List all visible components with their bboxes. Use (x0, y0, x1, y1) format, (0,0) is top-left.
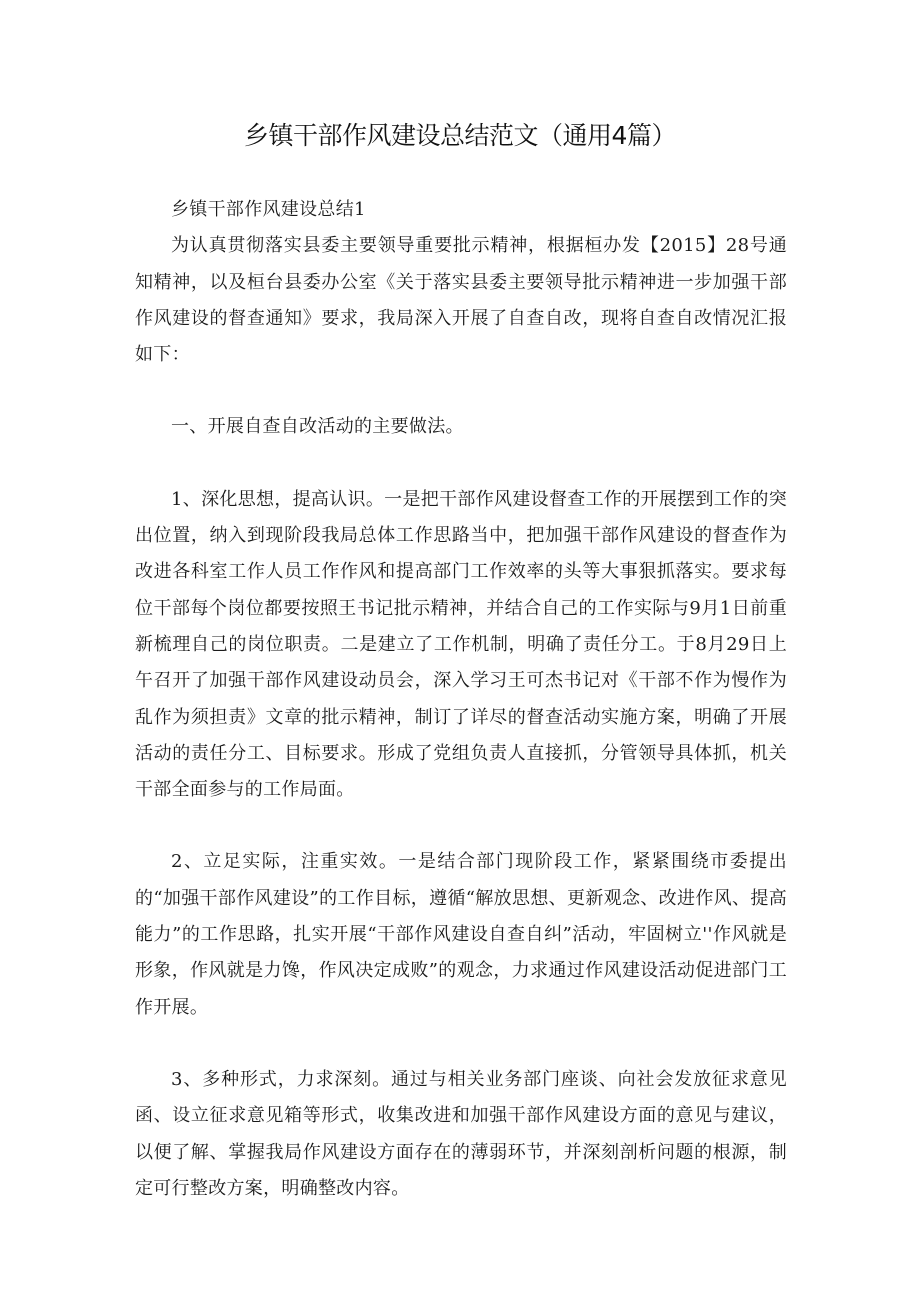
body-paragraph-1: 1、深化思想，提高认识。一是把干部作风建设督查工作的开展摆到工作的突出位置，纳入到现阶段我局总体工作思路当中，把加强干部作风建设的督查作为改进各科室工作人员工作作风和提高部门工作效率的头等大事狠抓落实。要求每位干部每个岗位都要按照王书记批示精神，并结合自己的工作实际与9月1日前重新梳理自己的岗位职责。二是建立了工作机制，明确了责任分工。于8月29日上午召开了加强干部作风建设动员会，深入学习王可杰书记对《干部不作为慢作为乱作为须担责》文章的批示精神，制订了详尽的督查活动实施方案，明确了开展活动的责任分工、目标要求。形成了党组负责人直接抓，分管领导具体抓，机关干部全面参与的工作局面。 (135, 488, 787, 801)
body-paragraph-2: 2、立足实际，注重实效。一是结合部门现阶段工作，紧紧围绕市委提出的“加强干部作风建设”的工作目标，遵循“解放思想、更新观念、改进作风、提高能力”的工作思路，扎实开展“干部作风建设自查自纠”活动，牢固树立''作风就是形象，作风就是力馋，作风决定成败”的观念，力求通过作风建设活动促进部门工作开展。 (135, 851, 787, 1018)
body-paragraph-3: 3、多种形式，力求深刻。通过与相关业务部门座谈、向社会发放征求意见函、设立征求意见箱等形式，收集改进和加强干部作风建设方面的意见与建议，以便了解、掌握我局作风建设方面存在的薄弱环节，并深刻剖析问题的根源，制定可行整改方案，明确整改内容。 (135, 1068, 787, 1199)
document-title: 乡镇干部作风建设总结范文（通用4篇） (244, 121, 676, 150)
section-heading: 一、开展自查自改活动的主要做法。 (171, 416, 464, 438)
document-body (135, 192, 787, 1207)
intro-paragraph: 为认真贯彻落实县委主要领导重要批示精神，根据桓办发【2015】28号通知精神，以及桓台县委办公室《关于落实县委主要领导批示精神进一步加强干部作风建设的督查通知》要求，我局深入开展了自查自改，现将自查自改情况汇报如下： (135, 235, 787, 366)
section-subtitle: 乡镇干部作风建设总结1 (171, 199, 366, 220)
